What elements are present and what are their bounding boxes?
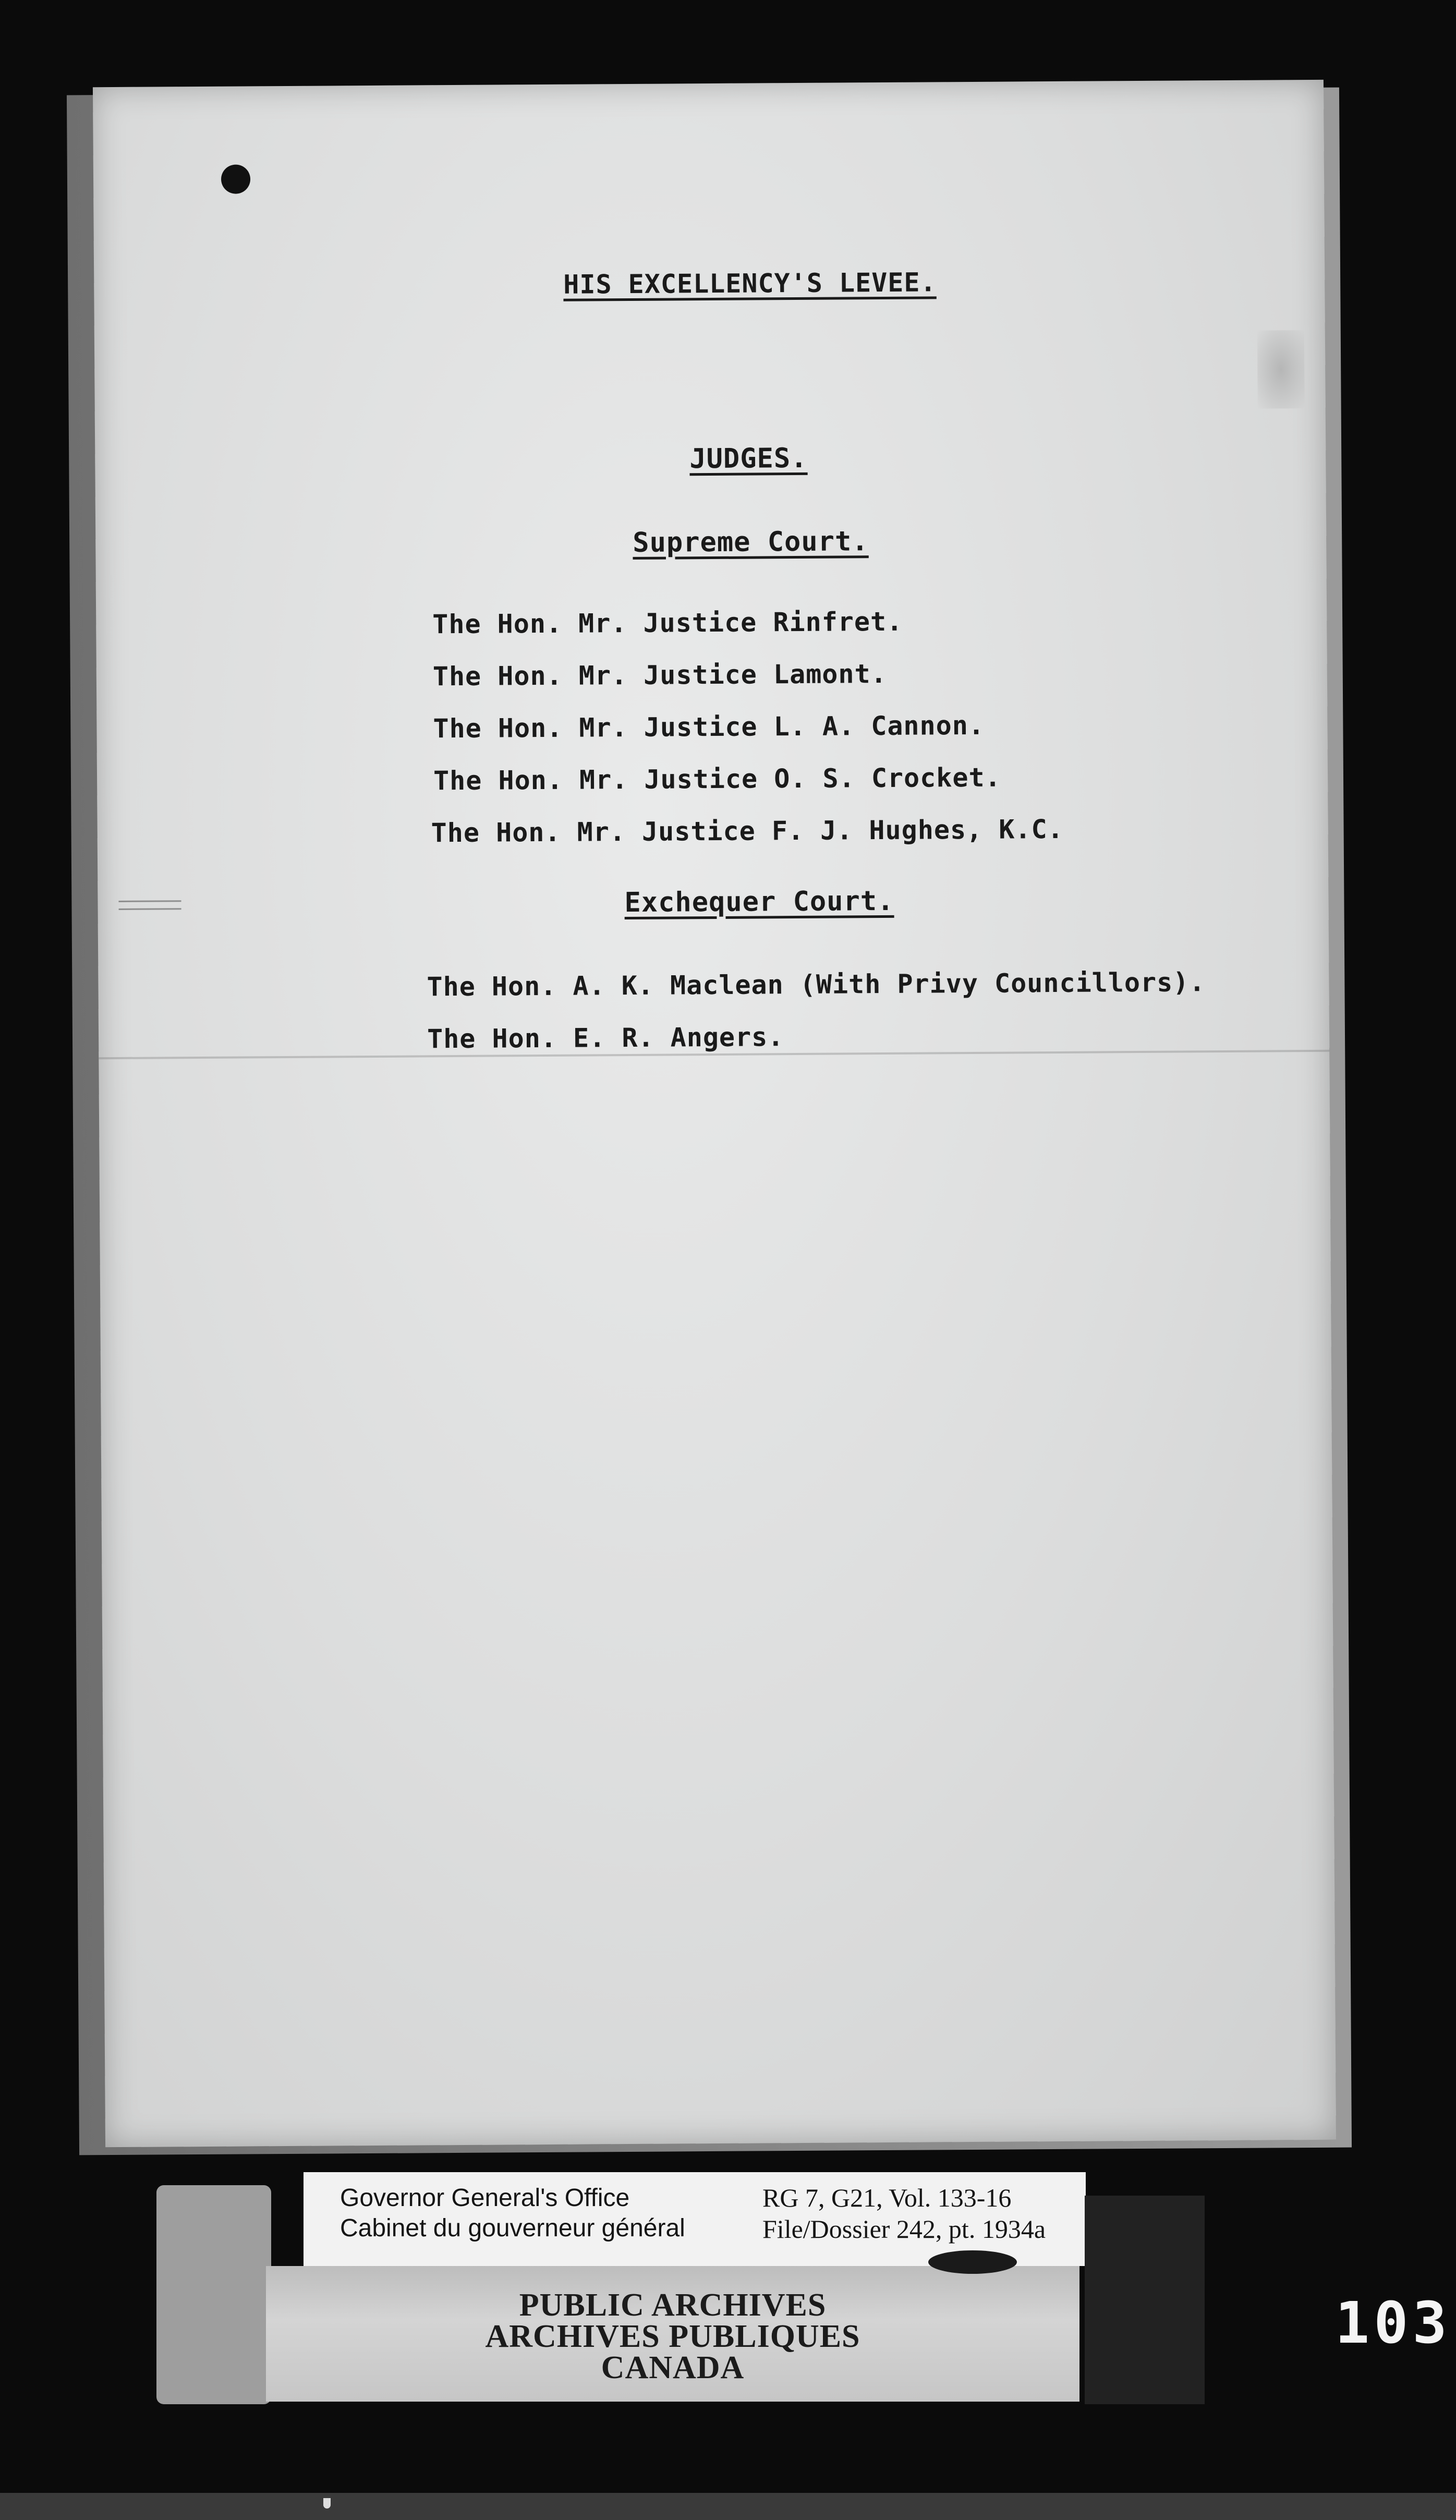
supreme-entry-2: The Hon. Mr. Justice Lamont. bbox=[432, 658, 887, 692]
exchequer-court-heading: Exchequer Court. bbox=[624, 885, 894, 919]
stamp-line-1: PUBLIC ARCHIVES bbox=[519, 2287, 827, 2323]
stamp-line-3: CANADA bbox=[601, 2350, 745, 2385]
film-edge bbox=[0, 2493, 1456, 2520]
supreme-entry-4: The Hon. Mr. Justice O. S. Crocket. bbox=[433, 762, 1001, 796]
page-smudge bbox=[1257, 330, 1305, 409]
office-english: Governor General's Office bbox=[340, 2184, 630, 2212]
supreme-court-heading: Supreme Court. bbox=[633, 526, 869, 559]
stamp-line-2: ARCHIVES PUBLIQUES bbox=[485, 2319, 860, 2354]
office-french: Cabinet du gouverneur général bbox=[340, 2214, 685, 2242]
archive-card-left bbox=[156, 2185, 271, 2404]
film-marker bbox=[323, 2498, 331, 2509]
judges-heading: JUDGES. bbox=[689, 442, 808, 475]
document-page bbox=[93, 80, 1336, 2147]
exchequer-entry-2: The Hon. E. R. Angers. bbox=[427, 1022, 784, 1055]
supreme-entry-1: The Hon. Mr. Justice Rinfret. bbox=[432, 606, 903, 640]
supreme-entry-5: The Hon. Mr. Justice F. J. Hughes, K.C. bbox=[431, 814, 1064, 849]
supreme-entry-3: The Hon. Mr. Justice L. A. Cannon. bbox=[433, 710, 985, 744]
ink-blot bbox=[928, 2250, 1017, 2274]
file-reference: File/Dossier 242, pt. 1934a bbox=[762, 2214, 1046, 2244]
record-group-reference: RG 7, G21, Vol. 133-16 bbox=[762, 2183, 1012, 2212]
archive-stamp bbox=[266, 2266, 1079, 2402]
exchequer-entry-1: The Hon. A. K. Maclean (With Privy Councillors). bbox=[427, 967, 1206, 1002]
margin-mark bbox=[118, 900, 181, 910]
document-title: HIS EXCELLENCY'S LEVEE. bbox=[563, 267, 937, 300]
archive-card-right bbox=[1085, 2196, 1205, 2404]
punch-hole bbox=[221, 164, 250, 193]
frame-number: 103 bbox=[1335, 2289, 1451, 2356]
